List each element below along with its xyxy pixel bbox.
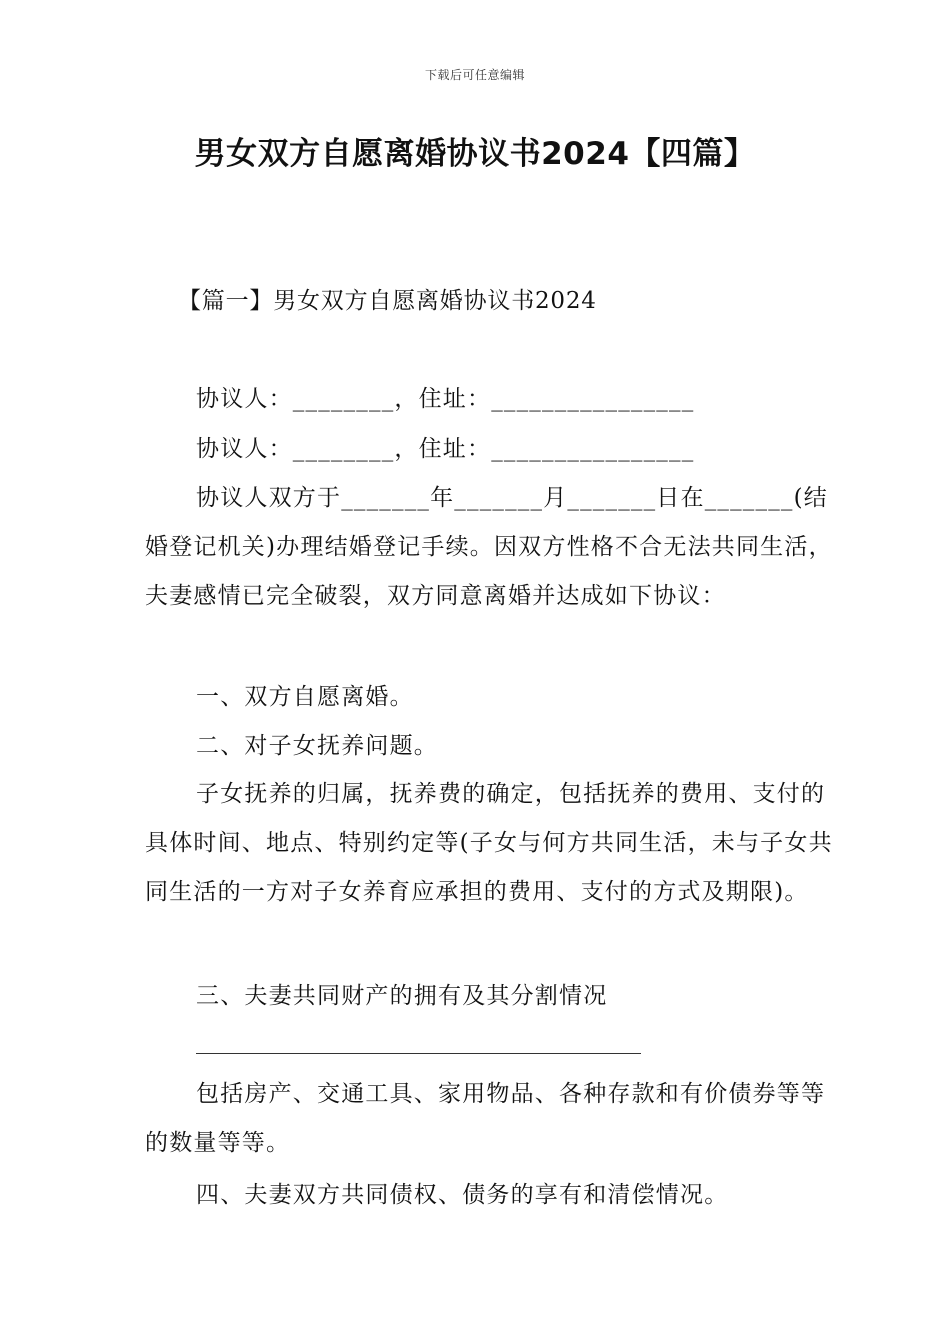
item-2: 二、对子女抚养问题。 (196, 733, 438, 759)
intro-paragraph: 协议人双方于_______年_______月_______日在_______(结婚登记机关)办理结婚登记手续。因双方性格不合无法共同生活，夫妻感情已完全破裂，双方同意离婚并达成如下协议： (145, 485, 833, 609)
item-4: 四、夫妻双方共同债权、债务的享有和清偿情况。 (196, 1182, 729, 1208)
section-heading: 【篇一】男女双方自愿离婚协议书2024 (178, 288, 597, 314)
item-3: 三、夫妻共同财产的拥有及其分割情况 (196, 983, 608, 1009)
header-note: 下载后可任意编辑 (424, 68, 525, 82)
document-title: 男女双方自愿离婚协议书2024【四篇】 (194, 136, 756, 172)
party-line-2: 协议人：________，住址：________________ (196, 436, 695, 462)
item-3-detail: 包括房产、交通工具、家用物品、各种存款和有价债券等等的数量等等。 (145, 1081, 826, 1156)
party-line-1: 协议人：________，住址：________________ (196, 386, 695, 412)
item-2-detail: 子女抚养的归属，抚养费的确定，包括抚养的费用、支付的具体时间、地点、特别约定等(子女与何方共同生活，未与子女共同生活的一方对子女养育应承担的费用、支付的方式及期限)。 (145, 781, 833, 905)
item-1: 一、双方自愿离婚。 (196, 684, 414, 710)
blank-fill-line (196, 1053, 641, 1054)
